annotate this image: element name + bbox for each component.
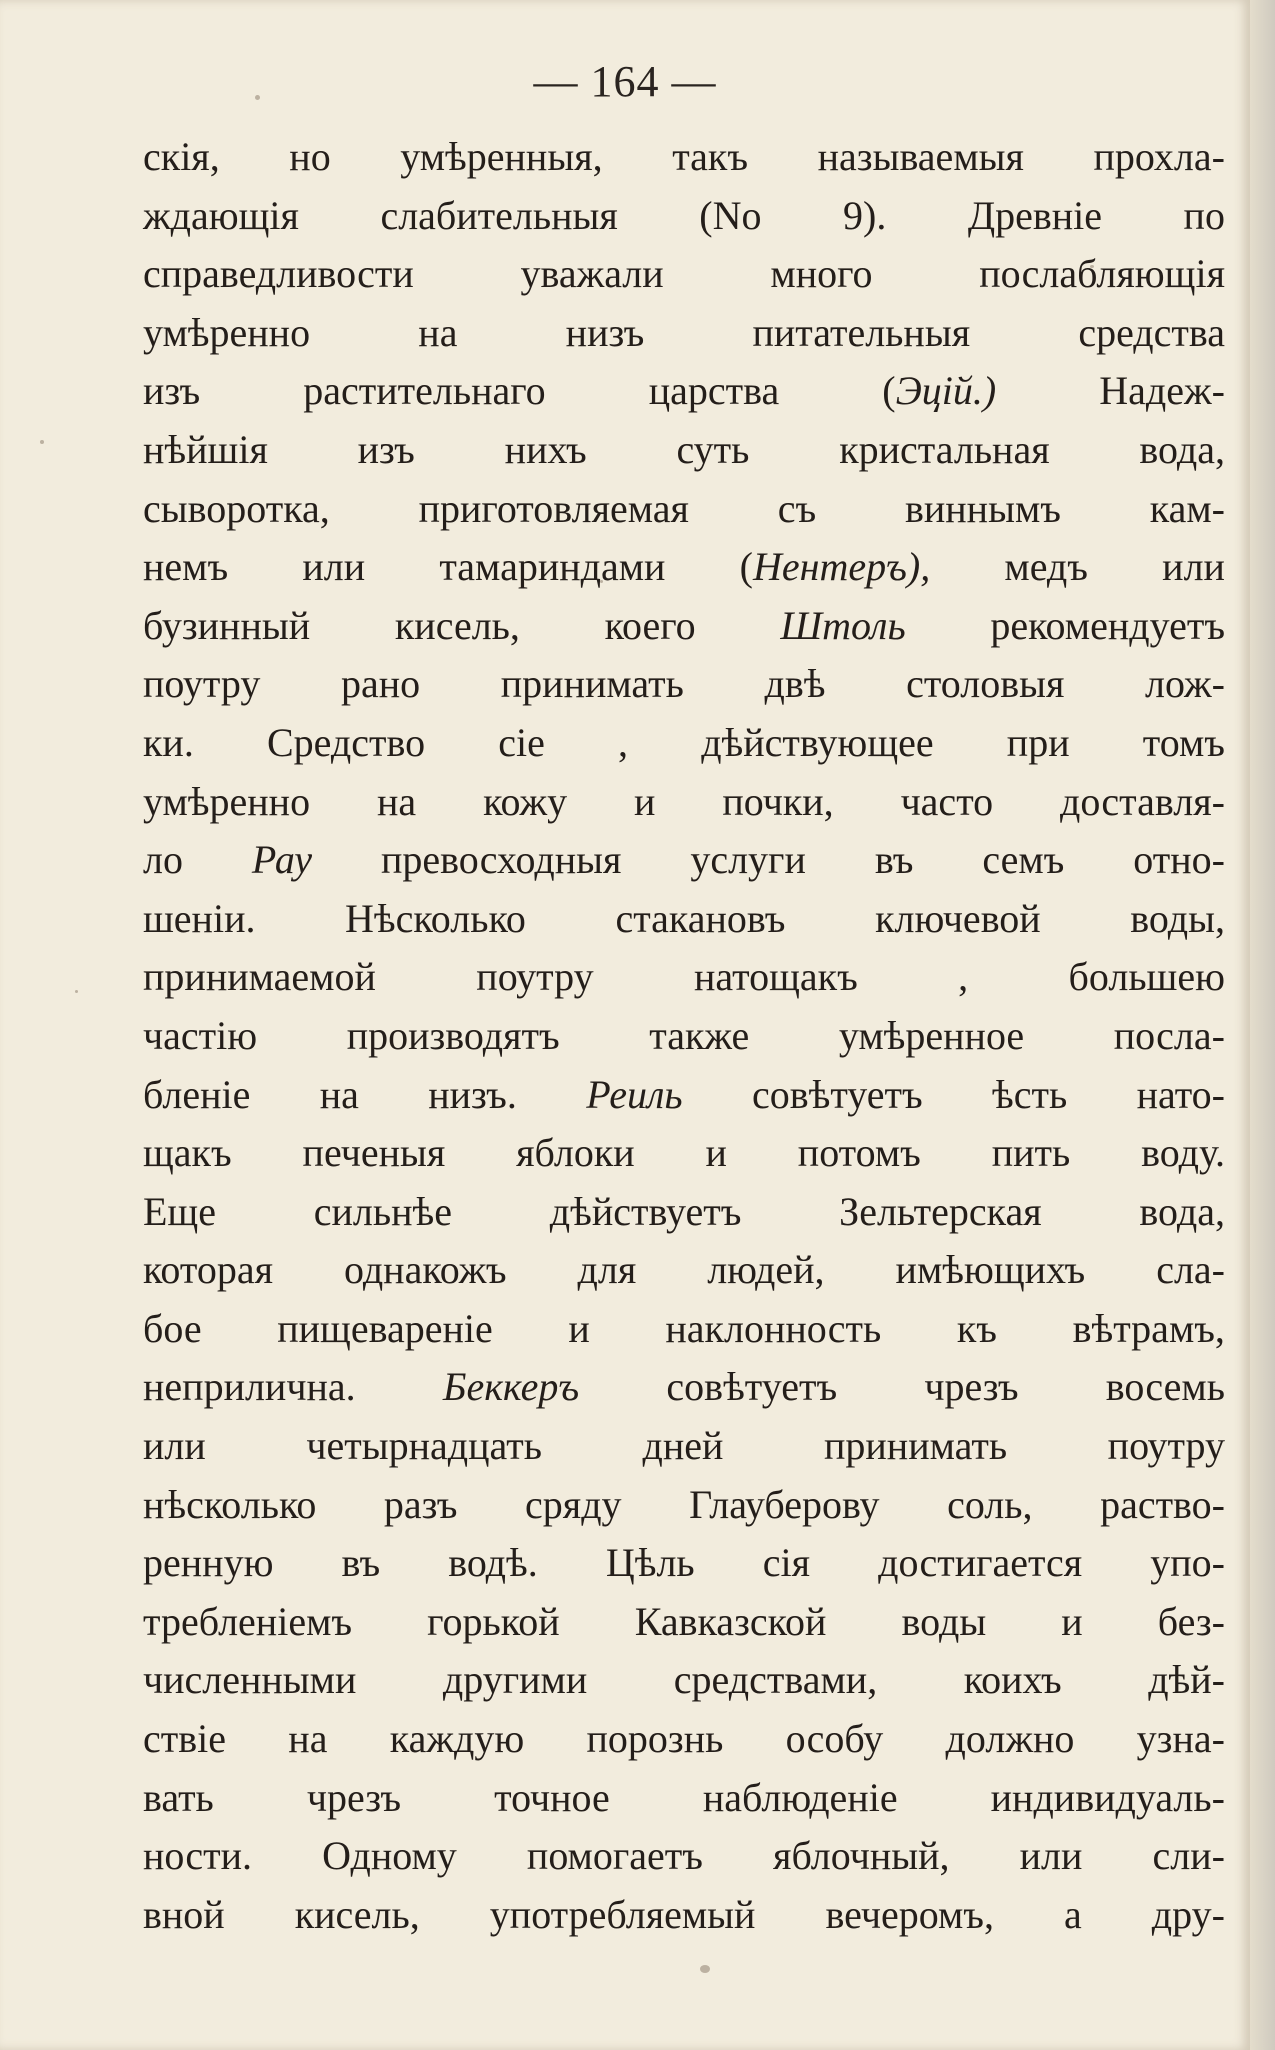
word: каждую (389, 1716, 525, 1762)
word: умѣренно (143, 309, 311, 355)
word: умѣренныя, (400, 134, 603, 179)
word: Нѣсколько (345, 895, 526, 941)
word: ло (143, 837, 183, 883)
word: часто (900, 778, 994, 824)
word: кисель, (294, 1891, 420, 1937)
word: употребляемый (489, 1891, 756, 1937)
word: Реиль (586, 1071, 683, 1117)
word: бленіе (143, 1071, 251, 1117)
word: уважали (520, 251, 664, 297)
word: на (418, 309, 458, 355)
text-line (143, 1124, 1225, 1183)
word: сіе (498, 719, 545, 765)
word: Беккеръ (442, 1364, 580, 1410)
text-line (143, 1241, 1225, 1300)
text-line (143, 1593, 1225, 1652)
word: принимаемой (143, 954, 376, 1000)
word: вать (143, 1774, 214, 1820)
word: сла- (1156, 1247, 1225, 1293)
word: (Эцій.) (882, 368, 997, 414)
text-line (143, 1534, 1225, 1593)
word: прохла- (1093, 134, 1225, 179)
word: Штоль (780, 602, 906, 648)
word: потомъ (797, 1130, 921, 1176)
word: яблоки (516, 1130, 635, 1176)
text-line (143, 1651, 1225, 1710)
word: стакановъ (615, 895, 786, 941)
word: воду. (1141, 1130, 1225, 1176)
word: или (302, 544, 366, 590)
word: дру- (1151, 1891, 1225, 1937)
word: ждающія (143, 192, 299, 238)
word: яблочный, (773, 1833, 950, 1879)
word: приготовляемая (418, 485, 689, 531)
word: умѣренное (838, 1012, 1025, 1058)
word: ствіе (143, 1716, 226, 1762)
word: въ (341, 1540, 381, 1586)
text-line (143, 304, 1225, 363)
word: ности. (143, 1833, 253, 1879)
word: имѣющихъ (895, 1247, 1086, 1293)
word: изъ (143, 368, 201, 414)
page-edge (1250, 0, 1275, 2050)
word: разъ (383, 1481, 458, 1527)
word: , (618, 719, 629, 765)
word: численными (143, 1657, 357, 1703)
word: , (958, 954, 969, 1000)
word: немъ (143, 544, 229, 590)
text-line (143, 655, 1225, 714)
word: но (289, 134, 331, 179)
word: на (288, 1716, 328, 1762)
text-line (143, 890, 1225, 949)
word: Средство (267, 719, 426, 765)
word: Одному (322, 1833, 457, 1879)
word: изъ (357, 426, 415, 472)
word: называемыя (817, 134, 1024, 179)
text-line (143, 187, 1225, 246)
word: кожу (483, 778, 568, 824)
word: четырнадцать (306, 1423, 542, 1469)
word: коего (604, 602, 696, 648)
word: послабляющія (979, 251, 1225, 297)
word: узна- (1136, 1716, 1225, 1762)
word: дѣйствуетъ (549, 1188, 742, 1234)
text-line (143, 1476, 1225, 1535)
word: вной (143, 1891, 225, 1937)
word: кисель, (394, 602, 520, 648)
text-line (143, 1007, 1225, 1066)
word: другими (442, 1657, 588, 1703)
word: раство- (1100, 1481, 1225, 1527)
word: царства (648, 368, 780, 414)
word: поутру (143, 661, 261, 707)
page-number: — 164 — (533, 57, 717, 106)
word: съ (777, 485, 817, 531)
word: вода, (1139, 426, 1225, 472)
text-line (143, 1300, 1225, 1359)
word: воды, (1130, 895, 1225, 941)
word: Еще (143, 1188, 216, 1234)
word: томъ (1142, 719, 1225, 765)
word: ѣсть (992, 1071, 1068, 1117)
word: двѣ (764, 661, 826, 707)
word: наблюденіе (702, 1774, 898, 1820)
word: справедливости (143, 251, 414, 297)
word: восемь (1105, 1364, 1225, 1410)
word: сыворотка, (143, 485, 330, 531)
word: семъ (982, 837, 1065, 883)
text-line (143, 831, 1225, 890)
text-line (143, 948, 1225, 1007)
text-line (143, 245, 1225, 304)
word: должно (945, 1716, 1075, 1762)
body-text (143, 128, 1225, 1944)
word: индивидуаль- (990, 1774, 1225, 1820)
text-line (143, 1827, 1225, 1886)
word: точное (494, 1774, 610, 1820)
word: низъ (565, 309, 645, 355)
word: однакожъ (343, 1247, 507, 1293)
word: пищевареніе (277, 1305, 493, 1351)
word: принимать (823, 1423, 1008, 1469)
word: средствами, (673, 1657, 878, 1703)
text-line (143, 128, 1225, 187)
word: столовыя (906, 661, 1065, 707)
text-line (143, 773, 1225, 832)
word: помогаетъ (526, 1833, 703, 1879)
word: на (319, 1071, 359, 1117)
word: сія (762, 1540, 811, 1586)
word: совѣтуетъ (751, 1071, 923, 1117)
word: неприлична. (143, 1364, 356, 1410)
text-line (143, 1183, 1225, 1242)
word: натощакъ (694, 954, 858, 1000)
word: Кавказской (634, 1598, 827, 1644)
word: Глауберову (689, 1481, 880, 1527)
word: нѣйшія (143, 426, 268, 472)
word: сли- (1152, 1833, 1225, 1879)
word: и (705, 1130, 727, 1176)
word: низъ. (428, 1071, 517, 1117)
word: сряду (525, 1481, 622, 1527)
word: суть (676, 426, 750, 472)
word: совѣтуетъ (666, 1364, 838, 1410)
word: бузинный (143, 602, 311, 648)
word: кам- (1149, 485, 1225, 531)
word: поутру (1107, 1423, 1225, 1469)
word: дней (642, 1423, 724, 1469)
word: тамариндами (439, 544, 666, 590)
word: бое (143, 1305, 202, 1351)
word: (No (699, 192, 762, 238)
text-line (143, 480, 1225, 539)
word: растительнаго (303, 368, 546, 414)
word: Надеж- (1099, 368, 1225, 414)
text-line (143, 1066, 1225, 1125)
word: къ (956, 1305, 997, 1351)
word: щакъ (143, 1130, 232, 1176)
word: нѣсколько (143, 1481, 317, 1527)
word: кристальная (839, 426, 1050, 472)
word: медъ (1004, 544, 1088, 590)
word: услуги (690, 837, 806, 883)
word: достигается (878, 1540, 1083, 1586)
word: доставля- (1060, 778, 1225, 824)
text-line (143, 1886, 1225, 1945)
word: или (1019, 1833, 1083, 1879)
word: и (1061, 1598, 1083, 1644)
word: вода, (1139, 1188, 1225, 1234)
word: и (568, 1305, 590, 1351)
word: печеныя (302, 1130, 446, 1176)
text-line (143, 421, 1225, 480)
word: принимать (500, 661, 684, 707)
word: требленіемъ (143, 1598, 353, 1644)
word: рано (340, 661, 421, 707)
word: воды (901, 1598, 987, 1644)
word: и (634, 778, 656, 824)
word: пить (991, 1130, 1071, 1176)
word: много (770, 251, 873, 297)
word: рекомендуетъ (990, 602, 1225, 648)
word: чрезъ (924, 1364, 1019, 1410)
word: поутру (476, 954, 594, 1000)
text-line (143, 538, 1225, 597)
word: Древніе (967, 192, 1103, 238)
word: упо- (1150, 1540, 1225, 1586)
word: людей, (707, 1247, 825, 1293)
word: отно- (1133, 837, 1225, 883)
word: ки. (143, 719, 194, 765)
word: для (577, 1247, 637, 1293)
word: виннымъ (904, 485, 1061, 531)
word: особу (785, 1716, 884, 1762)
word: водѣ. (448, 1540, 538, 1586)
word: вечеромъ, (825, 1891, 994, 1937)
word: частію (143, 1012, 258, 1058)
text-line (143, 1417, 1225, 1476)
word: такъ (672, 134, 749, 179)
word: большею (1068, 954, 1225, 1000)
text-line (143, 1358, 1225, 1417)
word: Цѣль (605, 1540, 695, 1586)
word: нихъ (504, 426, 587, 472)
word: умѣренно (143, 778, 311, 824)
word: чрезъ (306, 1774, 402, 1820)
word: или (143, 1423, 206, 1469)
word: производятъ (346, 1012, 560, 1058)
text-line (143, 714, 1225, 773)
text-line (143, 1710, 1225, 1769)
word: нато- (1136, 1071, 1225, 1117)
word: средства (1078, 309, 1225, 355)
word: шеніи. (143, 895, 256, 941)
word: слабительныя (380, 192, 618, 238)
word: превосходныя (381, 837, 622, 883)
word: также (649, 1012, 750, 1058)
word: соль, (947, 1481, 1033, 1527)
word: ключевой (875, 895, 1041, 941)
word: скія, (143, 134, 220, 179)
word: сильнѣе (313, 1188, 453, 1234)
word: коихъ (963, 1657, 1062, 1703)
word: ренную (143, 1540, 274, 1586)
word: Зельтерская (839, 1188, 1042, 1234)
word: а (1064, 1891, 1082, 1937)
word: питательныя (752, 309, 971, 355)
word: порознь (586, 1716, 724, 1762)
word: Рау (251, 837, 313, 883)
word: при (1006, 719, 1070, 765)
word: горькой (427, 1598, 560, 1644)
text-line (143, 597, 1225, 656)
word: дѣйствующее (701, 719, 934, 765)
word: почки, (722, 778, 834, 824)
word: лож- (1145, 661, 1225, 707)
word: которая (143, 1247, 273, 1293)
word: вѣтрамъ, (1072, 1305, 1225, 1351)
word: (Нентеръ), (739, 544, 931, 590)
word: наклонность (665, 1305, 882, 1351)
word: без- (1157, 1598, 1225, 1644)
word: посла- (1113, 1012, 1225, 1058)
word: или (1162, 544, 1225, 590)
word: дѣй- (1148, 1657, 1225, 1703)
word: 9). (843, 192, 887, 238)
word: по (1183, 192, 1225, 238)
word: на (376, 778, 417, 824)
text-line (143, 362, 1225, 421)
word: въ (874, 837, 914, 883)
text-line (143, 1769, 1225, 1828)
